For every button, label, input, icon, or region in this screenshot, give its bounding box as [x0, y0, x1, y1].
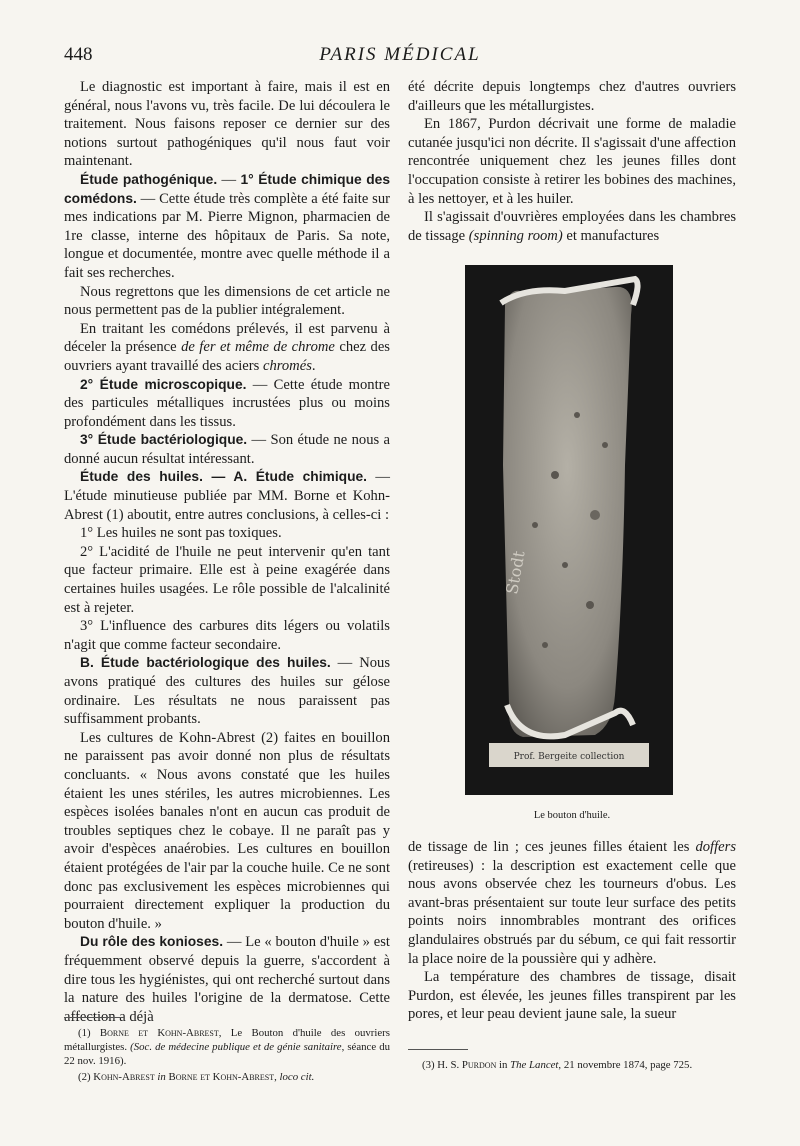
italic-text: in	[154, 1071, 169, 1083]
text: .	[311, 357, 316, 374]
italic-text: loco cit.	[279, 1071, 315, 1083]
paragraph	[64, 320, 390, 376]
forearm-photo-image	[465, 265, 673, 795]
paragraph: 2° L'acidité de l'huile ne peut intervenir qu'en tant que facteur primaire. Elle est à peine exagérée dans certaines huiles usagées. Le rôle possible de l'alcalinité est à rejeter.	[64, 543, 390, 616]
paragraph: En 1867, Purdon décrivait une forme de maladie cutanée jusqu'ici non décrite. Il s'agissait d'une affection rencontrée uniquement chez les jeunes filles dont l'occupation consiste à retirer les bobines des machines, à les nettoyer, et à les huiler.	[408, 116, 736, 207]
section-heading: Étude des huiles. — A. Étude chimique.	[80, 469, 368, 485]
section-heading: Étude pathogénique.	[80, 171, 218, 187]
figure-label-text: Prof. Bergeite collection	[513, 752, 625, 762]
page-header	[64, 44, 736, 72]
text: de tissage de lin ; ces jeunes filles étaient les	[408, 839, 696, 855]
text: En traitant les comédons prélevés, il est parvenu à déceler la présence	[64, 320, 390, 356]
paragraph	[64, 376, 390, 432]
text: , séance du 22 nov. 1916).	[64, 1041, 390, 1067]
text: — Cette étude très complète a été faite sur mes indications par M. Pierre Mignon, pharmacien de 1re classe, interne des hôpitaux de Paris. Sa note, longue et documentée, montre avec quelle méthode il a fait ses recherches.	[64, 190, 390, 281]
paragraph	[408, 838, 736, 968]
paragraph	[64, 933, 390, 1026]
author-names: Kohn-Abrest	[93, 1071, 155, 1083]
right-column-bottom	[408, 838, 736, 1024]
text: — Cette étude montre des particules métalliques incrustées plus ou moins profondément dans les tissus.	[64, 376, 390, 430]
author-names: Borne et Kohn-Abrest	[99, 1027, 219, 1039]
text: chez des ouvriers ayant travaillé des aciers	[64, 339, 390, 374]
paragraph: Les cultures de Kohn-Abrest (2) faites en bouillon ne paraissent pas avoir donné non plus de résultats concluants. « Nous avons constaté que les huiles étaient les unes stériles, les autres microbiennes. Les espèces isolées banales n'ont en aucun cas produit de troubles septiques chez le cobaye. Il ne paraît pas y avoir d'espèces anaérobies. Les cultures en bouillon étaient protégées de l'air par la couche huile. Ce ne sont donc pas exclusivement les espèces microbiennes qui pourraient directement expliquer la production du bouton d'huile. »	[64, 729, 390, 932]
paragraph: Le diagnostic est important à faire, mais il est en général, nous l'avons vu, très facile. De lui découlera le traitement. Nous faisons reposer ce dernier sur des notions surtout pathogéniques qu'il nous faut voir maintenant.	[64, 79, 390, 170]
figure-caption: Le bouton d'huile.	[533, 810, 611, 821]
section-heading: Du rôle des konioses.	[80, 934, 224, 950]
paragraph	[64, 468, 390, 524]
italic-text: (Soc. de médecine publique et de génie sanitaire	[130, 1041, 342, 1053]
italic-text: chromés	[262, 357, 312, 374]
text: (3) H. S.	[422, 1059, 462, 1071]
text: Il s'agissait d'ouvrières employées dans les chambres de tissage	[408, 209, 736, 244]
page-number: 448	[64, 44, 93, 65]
footnote-divider	[408, 1049, 468, 1050]
text: (retireuses) : la description est exactement celle que nous avons observée chez les tourneurs d'obus. Les avant-bras présentaient sur toute leur surface des petits points noirs innombrables montrant des orifices glandulaires obstrués par du sébum, ce qui fait ressortir la place noire de la poussière qui y adhère.	[408, 857, 736, 967]
figure-forearm-photo	[465, 265, 673, 795]
left-column	[64, 78, 390, 1026]
paragraph: 1° Les huiles ne sont pas toxiques.	[80, 525, 282, 542]
paragraph: La température des chambres de tissage, disait Purdon, est élevée, les jeunes filles transpirent par les pores, et leur peau devient jaune sale, la sueur	[408, 969, 736, 1023]
text: in	[496, 1059, 511, 1071]
footnote-1	[64, 1026, 390, 1068]
svg-text:Stodt: Stodt	[502, 549, 529, 596]
text: et manufactures	[562, 227, 660, 244]
section-heading: 2° Étude microscopique.	[80, 376, 247, 392]
italic-text: doffers	[695, 839, 736, 855]
text: , 21 novembre 1874, page 725.	[558, 1059, 693, 1071]
text: — Le « bouton d'huile » est fréquemment observé depuis la guerre, s'accordent à dire tous les hygiénistes, qui ont recherché surtout dans la nature des huiles l'origine de la dermatose. Cette affection a déjà	[64, 934, 390, 1025]
paragraph	[64, 654, 390, 728]
text: , Le Bouton d'huile des ouvriers métallurgistes.	[64, 1027, 390, 1053]
section-heading: 3° Étude bactériologique.	[80, 432, 248, 448]
text: — Son étude ne nous a donné aucun résultat intéressant.	[64, 432, 390, 467]
italic-text: The Lancet	[510, 1059, 559, 1071]
paragraph: été décrite depuis longtemps chez d'autres ouvriers d'ailleurs que les métallurgistes.	[408, 79, 736, 114]
paragraph: Nous regrettons que les dimensions de cet article ne nous permettent pas de la publier intégralement.	[64, 283, 390, 319]
footnote-divider	[64, 1017, 124, 1018]
paragraph	[408, 208, 736, 245]
text: —	[217, 171, 241, 188]
footnote-3	[408, 1058, 736, 1072]
author-names: Borne et Kohn-Abrest	[168, 1071, 275, 1083]
paragraph: 3° L'influence des carbures dits légers ou volatils n'agit que comme facteur secondaire.	[64, 618, 390, 653]
paragraph	[64, 171, 390, 283]
section-heading: B. Étude bactériologique des huiles.	[80, 655, 331, 671]
footnote-2	[64, 1070, 390, 1084]
text: (2)	[78, 1071, 94, 1083]
text: — Nous avons pratiqué des cultures des huiles sur gélose ordinaire. Les résultats ne nous paraissent pas suffisamment probants.	[64, 655, 390, 728]
italic-text: de fer et même de chrome	[181, 339, 335, 356]
text: — L'étude minutieuse publiée par MM. Borne et Kohn-Abrest (1) aboutit, entre autres conclusions, à celles-ci :	[64, 469, 390, 523]
author-names: Purdon	[461, 1059, 497, 1071]
text: ,	[274, 1071, 280, 1083]
italic-text: (spinning room)	[468, 227, 563, 244]
right-column-top	[408, 78, 736, 245]
running-title: PARIS MÉDICAL	[319, 44, 481, 65]
footnotes-left	[64, 1026, 390, 1086]
footnotes-right	[408, 1058, 736, 1074]
paragraph	[64, 431, 390, 468]
section-heading: 1° Étude chimique des comédons.	[64, 171, 390, 206]
text: (1)	[78, 1027, 100, 1039]
